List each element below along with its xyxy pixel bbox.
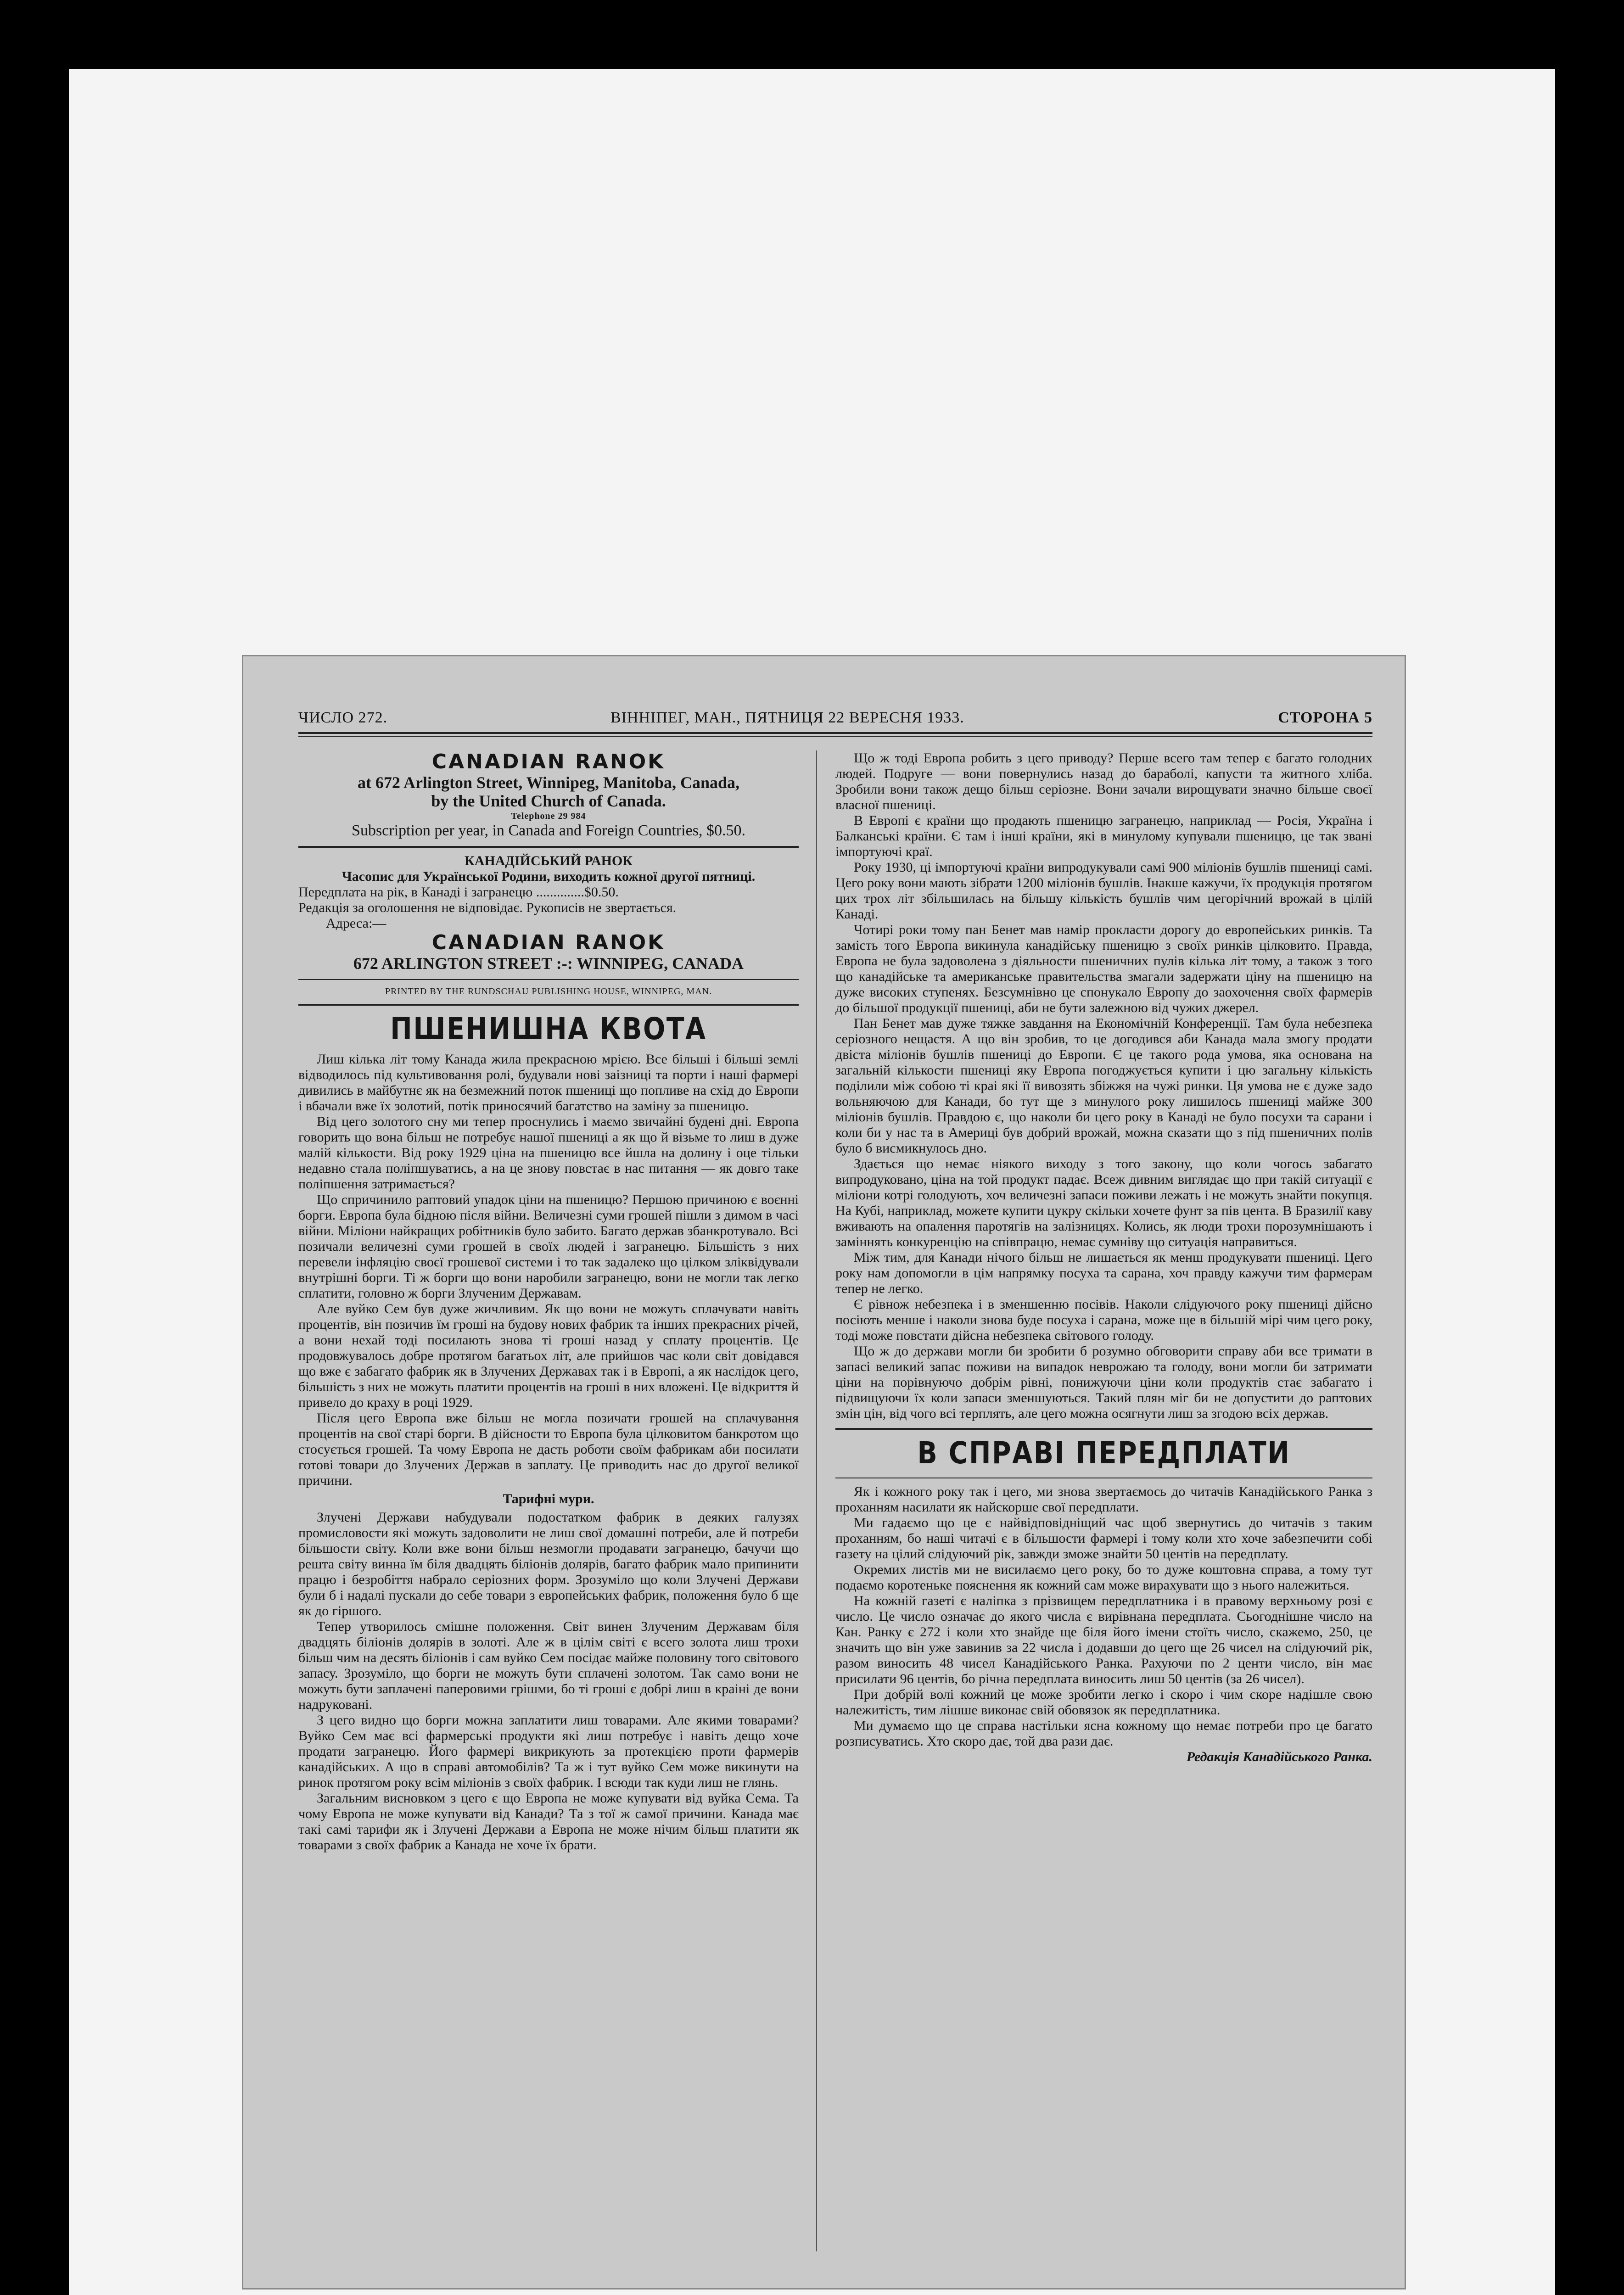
newspaper-page [243, 656, 1405, 2288]
article-paragraph: В Европі є країни що продають пшеницю загранецю, наприклад — Росія, Україна і Балканські країни. Є там і інші країни, які в минулому купували пшеницю, це так звані імпортуючі краї. [835, 813, 1372, 859]
printer-separator [298, 979, 799, 980]
article-paragraph: Ми думаємо що це справа настільки ясна кожному що немає потреби про це багато розписуватись. Хто скоро дає, той два рази дає. [835, 1718, 1372, 1749]
article-paragraph: Злучені Держави набудували подостатком фабрик в деяких галузях промисловости які можуть задоволити не лиш свої домашні потреби, але й потреби більшости світу. Коли вже вони більш незмогли продавати загранецю, бачучи що решта світу винна їм біля двадцять біліонів долярів, багато фабрик мало припинити працю і безробіття набрало серіозних форм. Зрозуміло що коли Злучені Держави були б і надалі пускали до себе товари з европейських фабрик, положення було б ще як до гіршого. [298, 1510, 799, 1618]
article-paragraph: На кожній газеті є наліпка з прізвищем передплатника і в правому верхньому розі є число. Це число означає до якого числа є вирівнана передплата. Сьогоднішне число на Кан. Ранку є 272 і коли хто знайде ще біля його імени стоїть число, скажемо, 250, це значить що він уже завинив за 22 числа і додавши до цего ще 26 чисел на слідуючий рік, разом виносить 48 чисел Канадійського Ранка. Рахуючи по 2 центи число, він має присилати 96 центів, бо річна передплата виносить лиш 50 центів (за 26 чисел). [835, 1593, 1372, 1686]
issue-number: ЧИСЛО 272. [298, 709, 388, 726]
article-paragraph: При добрій волі кожний це може зробити легко і скоро і чим скоре надішле свою належитість, тим лішше виконає свій обовязок як передплатника. [835, 1687, 1372, 1718]
article-wheat-quota-continued [835, 750, 1372, 1422]
article-paragraph: Між тим, для Канади нічого більш не лишається як менш продукувати пшениці. Цего року нам допомогли в цім напрямку посуха та сарана, хоч правду кажучи тим фармерам тепер не легко. [835, 1250, 1372, 1296]
article-paragraph: Пан Бенет мав дуже тяжке завдання на Економічній Конференції. Там була небезпека серіозного нещастя. А що він зробив, то це догодився аби Канада мала змогу продати двіста міліонів бушлів пшениці до Европи. Є це такого рода умова, яка основана на загальній кількости пшениці яку Европа погоджується купити і цю загальну кількість поділили між собою ті краі які її вивозять збіжжя на чужі ринки. Ця умова не є дуже задо вольняючою для Канади, бо тут ще з минулого року лишилось пшениці майже 300 міліонів бушлів. Правдою є, що наколи би цего року в Канаді не було посухи та сарани і коли би у нас та в Америці був добрий врожай, можна сказати що з під пшеничних полів було б висмикнулось дно. [835, 1016, 1372, 1156]
article-paragraph: Окремих листів ми не висилаємо цего року, бо то дуже коштовна справа, а тому тут подаємо коротеньке пояснення як кожний сам може вирахувати що з нього належиться. [835, 1562, 1372, 1593]
article-paragraph: Чотирі роки тому пан Бенет мав намір прокласти дорогу до европейських ринків. Та замість того Европа викинула канадійську пшеницю з своїх ринків цілковито. Правда, Европа не була задоволена з діяльности пшеничних пулів кілька літ тому, а також з того що канадійське та американське правительства змагали задержати ціну на пшеницю на дуже високих ступенях. Безсумнівно це спонукало Европу до заохочення своїх фармерів до більшої продукції пшениці, аби не бути залежною від чужих джерел. [835, 922, 1372, 1015]
ukr-title: КАНАДІЙСЬКИЙ РАНОК [464, 853, 633, 868]
article-paragraph: Загальним висновком з цего є що Европа не може купувати від вуйка Сема. Та чому Европа не може купувати від Канади? Та з тої ж самої причини. Канада має такі самі тарифи як і Злучені Держави а Европа не може нічим більш платити як товарами з своїх фабрик а Канада не хоче їх брати. [298, 1791, 799, 1853]
article-paragraph: Що спричинило раптовий упадок ціни на пшеницю? Першою причиною є воєнні борги. Европа була бідною після війни. Величезні суми грошей пішли з димом в часі війни. Міліони найкращих робітників було забито. Багато держав збанкротувало. Всі позичали величезні суми грошей в своїх людей і загранецю. Більшість з них перевели інфляцію своєї грошевої системи і то так задалеко що цілком зліквідували внутрішні борги. Ті ж борги що вони наробили загранецю, вони не могли так легко сплатити, головно ж борги Злученим Державам. [298, 1192, 799, 1301]
article-paragraph: Року 1930, ці імпортуючі країни випродукували самі 900 міліонів бушлів пшениці самі. Цего року вони мають зібрати 1200 міліонів бушлів. Інакше кажучи, їх продукція протягом цих трох літ збільшилась на більшу кількість бушлів чим цегорічний врожай в цілій Канаді. [835, 860, 1372, 922]
printer-line: PRINTED BY THE RUNDSCHAU PUBLISHING HOUSE, WINNIPEG, MAN. [385, 986, 712, 996]
article-paragraph: Є рівнож небезпека і в зменшенню посівів. Наколи слідуючого року пшениці дійсно посіють менше і наколи знова буде посуха і сарана, може ще в більшій мірі чим цего року, тоді може повстати дійсна небезпека світового голоду. [835, 1297, 1372, 1343]
article-paragraph: Ми гадаємо що це є найвідповідніщий час щоб звернутись до читачів з таким проханням, бо наші читачі є в більшости фармері і тому коли хто хоче забезпечити собі газету на цілий слідуючий рік, завжди зможе знайти 50 центів на передплату. [835, 1515, 1372, 1562]
address-title: CANADIAN RANOK [431, 931, 666, 954]
imprint-line1: at 672 Arlington Street, Winnipeg, Manitoba, Canada, [357, 773, 740, 792]
article-paragraph: Від цего золотого сну ми тепер проснулись і маємо звичайні будені дні. Европа говорить що вона більш не потребує нашої пшениці а як що й візьме то лиш в дуже малій кількости. Від року 1929 ціна на пшеницю все йшла на долину і оце тільки недавно стала поліпшуватись, а на це знову повстає в нас питання — як довго таке поліпшення затримається? [298, 1114, 799, 1192]
printer-separator-bottom [298, 1004, 799, 1006]
article-headline-subscription: В СПРАВІ ПЕРЕДПЛАТИ [917, 1435, 1291, 1471]
article-subscription-body [835, 1484, 1372, 1765]
article-paragraph: Після цего Европа вже більш не могла позичати грошей на сплачування процентів на свої старі борги. В дійсности то Европа була цілковитом банкротом що стосується грошей. Та чому Европа не дасть роботи своїм фабрикам аби посилати готові товари до Злучених Держав в заплату. Це приводить нас до другої великої причини. [298, 1411, 799, 1488]
imprint-line2: by the United Church of Canada. [431, 792, 666, 810]
address-label: Адреса:— [326, 916, 386, 931]
left-column [298, 750, 799, 2256]
article-paragraph: Здається що немає ніякого виходу з того закону, що коли чогось забагато випродуковано, ціна на той продукт падає. Всеж дивним виглядає що при такій ситуації є міліони котрі голодують, хоч величезні запаси поживи лежать і не можуть знайти покупця. На Кубі, наприклад, можете купити цукру скільки хочете фунт за пів цента. В Бразилії каву вживають на опалення паротягів на залізницях. Колись, як люди трохи порозумнішають і заміннять конкуренцію на співпрацю, немає сумніву що ситуація направиться. [835, 1156, 1372, 1249]
ukr-tagline: Часопис для Української Родини, виходить кожної другої пятниці. [342, 869, 756, 884]
column-divider [816, 750, 817, 2251]
imprint-box [298, 750, 799, 1006]
article-paragraph: З цего видно що борги можна заплатити лиш товарами. Але якими товарами? Вуйко Сем має всі фармерські продукти які лиш потребує і навіть дещо хоче продати загранецю. Його фармері викрикують за протекцією проти фармерів канадійських. А що в справі автомобілів? Та ж і тут вуйко Сем може викинути на ринок протягом року всім міліонів з своїх фабрик. І всюди так куди лиш не глянь. [298, 1713, 799, 1790]
imprint-subscription: Subscription per year, in Canada and Foreign Countries, $0.50. [352, 822, 745, 839]
article-paragraph: Що ж до держави могли би зробити б розумно обговорити справу аби все тримати в запасі великий запас поживи на випадок неврожаю та голоду, вони могли би затримати ціни на порівнуючо добрім рівні, понижуючи ціни коли продуктів стає забагато і підвищуючи їх коли запаси зменшуються. Такий плян міг би не допустити до раптових змін цін, від чого всі терплять, але цего можна осягнути лиш за згодою всіх держав. [835, 1343, 1372, 1421]
article-separator [835, 1428, 1372, 1430]
dateline: ВІННІПЕГ, МАН., ПЯТНИЦЯ 22 ВЕРЕСНЯ 1933. [610, 709, 964, 726]
address-line: 672 ARLINGTON STREET :-: WINNIPEG, CANADA [353, 954, 744, 973]
ukr-note: Редакція за оголошення не відповідає. Рукописів не звертається. [298, 900, 677, 915]
article-paragraph: Лиш кілька літ тому Канада жила прекрасною мрією. Все більші і більші землі відводилось під культивовання ролі, будували нові заізниці та порти і наші фармері дивились в майбутнє як на безмежний поток пшениці що попливе на схід до Европи і вбачали вже їх золотий, потік приносячий багатство на заміну за пшеницю. [298, 1052, 799, 1114]
header-rule-thin [298, 736, 1372, 737]
right-column [835, 750, 1372, 2256]
article-paragraph: Але вуйко Сем був дуже жичливим. Як що вони не можуть сплачувати навіть процентів, він позичив їм гроші на будову нових фабрик та інших прекрасних річей, а вони нехай тоді посилають знова ті гроші назад у сплату процентів. Це продовжувалось добре протягом багатьох літ, але прийшов час коли світ довідався що вже є забагато фабрик як в Злучених Державах так і в Европі, а як наслідок цего, більшість з них не можуть платити процентів на гроші в них вложені. Це відкриття й привело до краху в році 1929. [298, 1301, 799, 1410]
imprint-telephone: Telephone 29 984 [511, 811, 586, 821]
imprint-title: CANADIAN RANOK [431, 750, 666, 773]
article-paragraph: Тепер утворилось смішне положення. Світ винен Злученим Державам біля двадцять біліонів долярів в золоті. Але ж в цілім світі є всего золота лиш трохи більш чим на десять біліонів і сам вуйко Сем посідає майже половину того світового запасу. Зрозуміло, що борги не можуть бути сплачені золотом. Так само вони не можуть бути заплачені паперовими грішми, бо ті гроші є добрі лиш в краіні де вони надруковані. [298, 1619, 799, 1712]
article-headline-wheat-quota: ПШЕНИШНА КВОТА [390, 1011, 707, 1047]
header-rule [298, 732, 1372, 734]
editorial-signature: Редакція Канадійського Ранка. [1186, 1749, 1372, 1764]
article-paragraph: Як і кожного року так і цего, ми знова звертаємось до читачів Канадійського Ранка з проханням насилати як найскорше свої передплати. [835, 1484, 1372, 1515]
article-paragraph: Що ж тоді Европа робить з цего приводу? Перше всего там тепер є багато голодних людей. Подруге — вони повернулись назад до бараболі, капусти та житного хліба. Зробили вони також дещо більш серіозне. Вони зачали вирощувати значно більше своєї власної пшениці. [835, 750, 1372, 812]
article-wheat-quota-body [298, 1052, 799, 1853]
page-number: СТОРОНА 5 [1278, 709, 1372, 726]
imprint-separator [298, 846, 799, 848]
ukr-price: Передплата на рік, в Канаді і загранецю ..............$0.50. [298, 884, 619, 900]
running-header [298, 709, 1372, 732]
article-subhead: Тарифні мури. [503, 1491, 594, 1506]
